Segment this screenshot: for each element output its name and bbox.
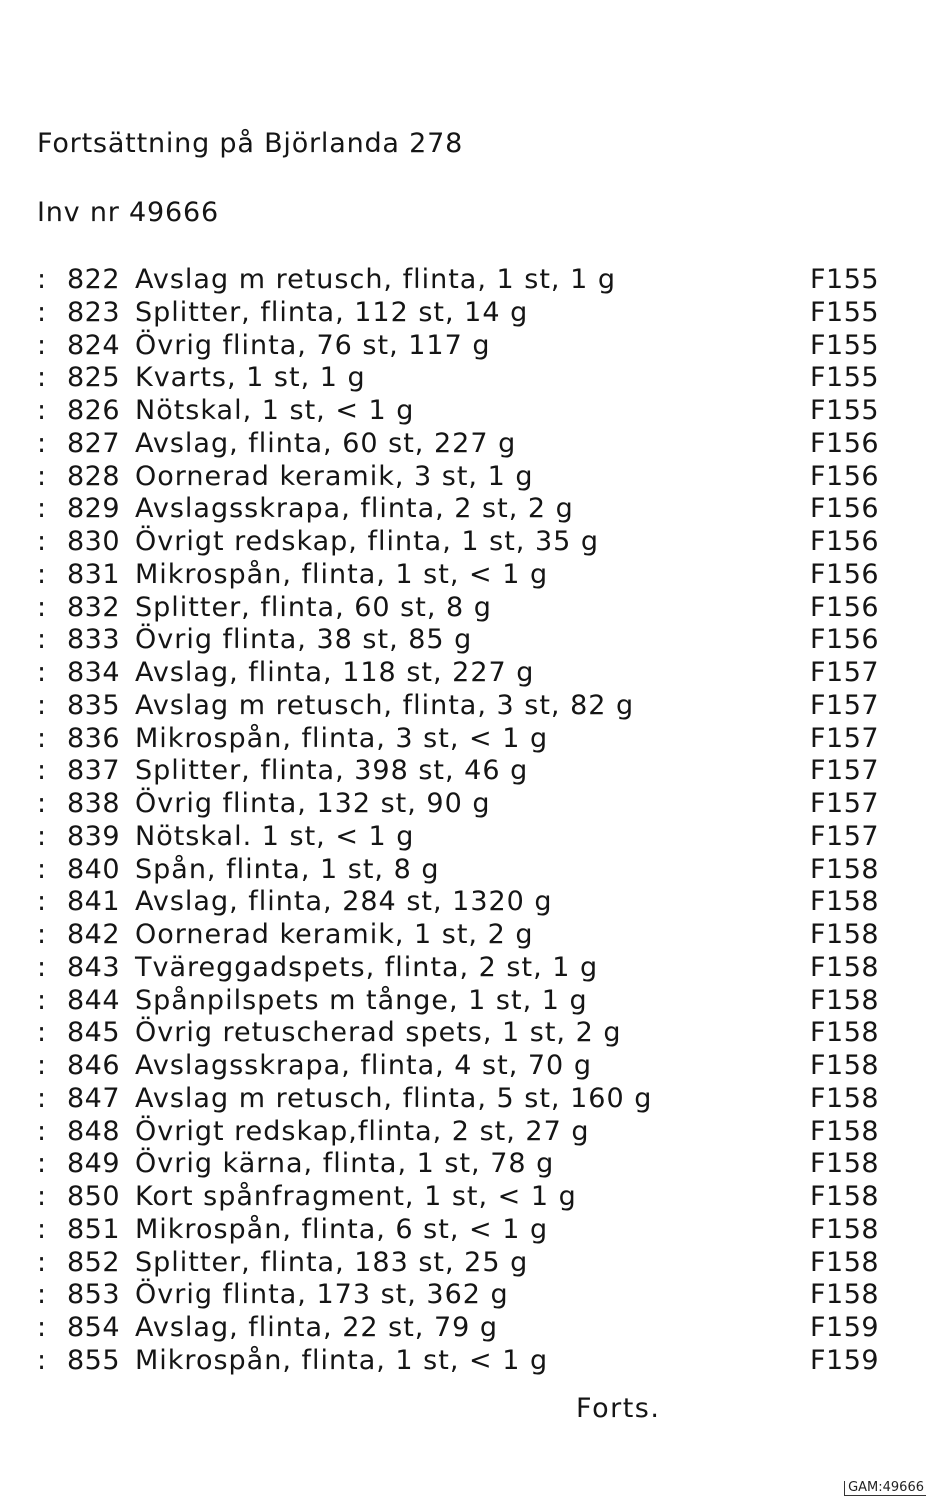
entry-code: F158 (810, 853, 880, 885)
list-item (37, 297, 897, 330)
entry-description: Avslag, flinta, 284 st, 1320 g (135, 886, 553, 918)
entry-list (37, 264, 897, 1378)
list-item (37, 1247, 897, 1280)
entry-code: F158 (810, 951, 880, 983)
entry-description: Splitter, flinta, 112 st, 14 g (135, 296, 529, 328)
entry-colon: : (37, 460, 47, 492)
list-item (37, 1116, 897, 1149)
entry-number: 842 (67, 919, 121, 950)
entry-number: 845 (67, 1017, 121, 1049)
list-item (37, 723, 897, 756)
entry-description: Avslagsskrapa, flinta, 2 st, 2 g (135, 493, 574, 525)
entry-number: 836 (67, 722, 121, 754)
list-item (37, 788, 897, 821)
entry-colon: : (37, 1181, 47, 1212)
list-item (37, 854, 897, 887)
entry-description: Spån, flinta, 1 st, 8 g (135, 853, 440, 885)
entry-number: 822 (67, 264, 121, 295)
entry-code: F155 (810, 264, 880, 295)
entry-code: F156 (810, 460, 880, 492)
entry-description: Övrig kärna, flinta, 1 st, 78 g (135, 1148, 555, 1180)
entry-number: 848 (67, 1115, 121, 1147)
list-item (37, 690, 897, 723)
entry-colon: : (37, 1344, 47, 1376)
entry-code: F158 (810, 1148, 880, 1180)
list-item (37, 526, 897, 559)
list-item (37, 1181, 897, 1214)
entry-colon: : (37, 984, 47, 1016)
entry-description: Avslag m retusch, flinta, 3 st, 82 g (135, 689, 635, 721)
entry-description: Mikrospån, flinta, 1 st, < 1 g (135, 558, 549, 590)
entry-code: F155 (810, 329, 880, 361)
entry-description: Tväreggadspets, flinta, 2 st, 1 g (135, 951, 599, 983)
entry-description: Oornerad keramik, 3 st, 1 g (135, 460, 534, 492)
entry-number: 826 (67, 395, 121, 426)
entry-code: F158 (810, 1213, 880, 1245)
entry-colon: : (37, 1246, 47, 1278)
list-item (37, 362, 897, 395)
entry-colon: : (37, 1115, 47, 1147)
list-item (37, 1083, 897, 1116)
entry-colon: : (37, 1312, 47, 1343)
entry-number: 834 (67, 657, 121, 688)
entry-description: Övrig flinta, 132 st, 90 g (135, 788, 491, 819)
entry-description: Spånpilspets m tånge, 1 st, 1 g (135, 984, 588, 1016)
entry-description: Mikrospån, flinta, 1 st, < 1 g (135, 1344, 549, 1376)
entry-code: F155 (810, 395, 880, 426)
entry-description: Nötskal, 1 st, < 1 g (135, 395, 415, 426)
entry-code: F159 (810, 1344, 880, 1376)
entry-colon: : (37, 395, 47, 426)
entry-code: F156 (810, 624, 880, 656)
list-item (37, 1148, 897, 1181)
entry-description: Nötskal. 1 st, < 1 g (135, 820, 415, 852)
entry-colon: : (37, 1050, 47, 1081)
entry-colon: : (37, 689, 47, 721)
entry-number: 840 (67, 853, 121, 885)
list-item (37, 919, 897, 952)
entry-code: F158 (810, 1017, 880, 1049)
entry-number: 831 (67, 558, 121, 590)
entry-colon: : (37, 1148, 47, 1180)
entry-colon: : (37, 427, 47, 459)
entry-number: 823 (67, 296, 121, 328)
entry-description: Avslag m retusch, flinta, 1 st, 1 g (135, 264, 616, 295)
list-item (37, 1312, 897, 1345)
entry-code: F157 (810, 722, 880, 754)
entry-colon: : (37, 1213, 47, 1245)
entry-colon: : (37, 558, 47, 590)
entry-description: Avslag m retusch, flinta, 5 st, 160 g (135, 1082, 653, 1114)
entry-number: 835 (67, 689, 121, 721)
entry-code: F157 (810, 657, 880, 688)
entry-number: 829 (67, 493, 121, 525)
entry-colon: : (37, 657, 47, 688)
entry-description: Splitter, flinta, 60 st, 8 g (135, 591, 492, 623)
entry-number: 852 (67, 1246, 121, 1278)
entry-colon: : (37, 624, 47, 656)
list-item (37, 1345, 897, 1378)
entry-number: 832 (67, 591, 121, 623)
entry-code: F158 (810, 984, 880, 1016)
list-item (37, 821, 897, 854)
entry-description: Övrigt redskap,flinta, 2 st, 27 g (135, 1115, 590, 1147)
inventory-number: Inv nr 49666 (37, 197, 219, 228)
list-item (37, 886, 897, 919)
entry-number: 830 (67, 526, 121, 557)
entry-code: F156 (810, 526, 880, 557)
list-item (37, 985, 897, 1018)
entry-colon: : (37, 886, 47, 918)
entry-number: 828 (67, 460, 121, 492)
entry-description: Mikrospån, flinta, 3 st, < 1 g (135, 722, 549, 754)
list-item (37, 592, 897, 625)
entry-number: 837 (67, 755, 121, 787)
entry-number: 847 (67, 1082, 121, 1114)
list-item (37, 493, 897, 526)
entry-description: Kvarts, 1 st, 1 g (135, 362, 366, 394)
entry-number: 849 (67, 1148, 121, 1180)
entry-code: F157 (810, 788, 880, 819)
list-item (37, 952, 897, 985)
entry-number: 833 (67, 624, 121, 656)
entry-description: Splitter, flinta, 398 st, 46 g (135, 755, 529, 787)
entry-description: Mikrospån, flinta, 6 st, < 1 g (135, 1213, 549, 1245)
entry-colon: : (37, 591, 47, 623)
entry-colon: : (37, 526, 47, 557)
list-item (37, 1214, 897, 1247)
entry-colon: : (37, 1017, 47, 1049)
entry-description: Avslag, flinta, 22 st, 79 g (135, 1312, 499, 1343)
list-item (37, 1279, 897, 1312)
entry-colon: : (37, 788, 47, 819)
entry-code: F159 (810, 1312, 880, 1343)
entry-number: 843 (67, 951, 121, 983)
entry-description: Avslagsskrapa, flinta, 4 st, 70 g (135, 1050, 592, 1081)
entry-code: F156 (810, 493, 880, 525)
entry-code: F158 (810, 919, 880, 950)
entry-description: Kort spånfragment, 1 st, < 1 g (135, 1181, 577, 1212)
entry-code: F157 (810, 820, 880, 852)
entry-colon: : (37, 1082, 47, 1114)
entry-code: F158 (810, 1050, 880, 1081)
entry-number: 846 (67, 1050, 121, 1081)
list-item (37, 657, 897, 690)
entry-number: 838 (67, 788, 121, 819)
entry-colon: : (37, 820, 47, 852)
entry-code: F155 (810, 362, 880, 394)
entry-code: F155 (810, 296, 880, 328)
list-item (37, 264, 897, 297)
list-item (37, 461, 897, 494)
entry-number: 854 (67, 1312, 121, 1343)
list-item (37, 428, 897, 461)
entry-number: 825 (67, 362, 121, 394)
entry-number: 853 (67, 1279, 121, 1311)
entry-description: Övrig flinta, 38 st, 85 g (135, 624, 473, 656)
entry-code: F156 (810, 427, 880, 459)
entry-code: F158 (810, 1115, 880, 1147)
entry-number: 841 (67, 886, 121, 918)
entry-description: Övrigt redskap, flinta, 1 st, 35 g (135, 526, 600, 557)
entry-description: Övrig retuscherad spets, 1 st, 2 g (135, 1017, 622, 1049)
entry-colon: : (37, 264, 47, 295)
entry-description: Avslag, flinta, 118 st, 227 g (135, 657, 535, 688)
list-item (37, 755, 897, 788)
entry-code: F158 (810, 1082, 880, 1114)
entry-code: F158 (810, 1279, 880, 1311)
continued-note: Forts. (576, 1393, 661, 1424)
entry-colon: : (37, 853, 47, 885)
entry-colon: : (37, 329, 47, 361)
entry-code: F158 (810, 1181, 880, 1212)
list-item (37, 395, 897, 428)
entry-colon: : (37, 951, 47, 983)
entry-number: 839 (67, 820, 121, 852)
entry-description: Avslag, flinta, 60 st, 227 g (135, 427, 517, 459)
entry-description: Övrig flinta, 76 st, 117 g (135, 329, 491, 361)
entry-number: 824 (67, 329, 121, 361)
list-item (37, 624, 897, 657)
list-item (37, 559, 897, 592)
page-title: Fortsättning på Björlanda 278 (37, 128, 464, 159)
entry-number: 827 (67, 427, 121, 459)
entry-description: Splitter, flinta, 183 st, 25 g (135, 1246, 529, 1278)
entry-code: F158 (810, 886, 880, 918)
entry-number: 851 (67, 1213, 121, 1245)
entry-code: F156 (810, 591, 880, 623)
entry-colon: : (37, 919, 47, 950)
entry-code: F157 (810, 755, 880, 787)
entry-colon: : (37, 755, 47, 787)
entry-code: F158 (810, 1246, 880, 1278)
entry-colon: : (37, 362, 47, 394)
entry-code: F157 (810, 689, 880, 721)
entry-colon: : (37, 296, 47, 328)
entry-colon: : (37, 493, 47, 525)
entry-colon: : (37, 722, 47, 754)
entry-number: 855 (67, 1344, 121, 1376)
list-item (37, 330, 897, 363)
entry-number: 844 (67, 984, 121, 1016)
list-item (37, 1017, 897, 1050)
entry-colon: : (37, 1279, 47, 1311)
entry-description: Oornerad keramik, 1 st, 2 g (135, 919, 534, 950)
archive-stamp: GAM:49666 (844, 1481, 926, 1496)
entry-code: F156 (810, 558, 880, 590)
entry-description: Övrig flinta, 173 st, 362 g (135, 1279, 509, 1311)
list-item (37, 1050, 897, 1083)
entry-number: 850 (67, 1181, 121, 1212)
